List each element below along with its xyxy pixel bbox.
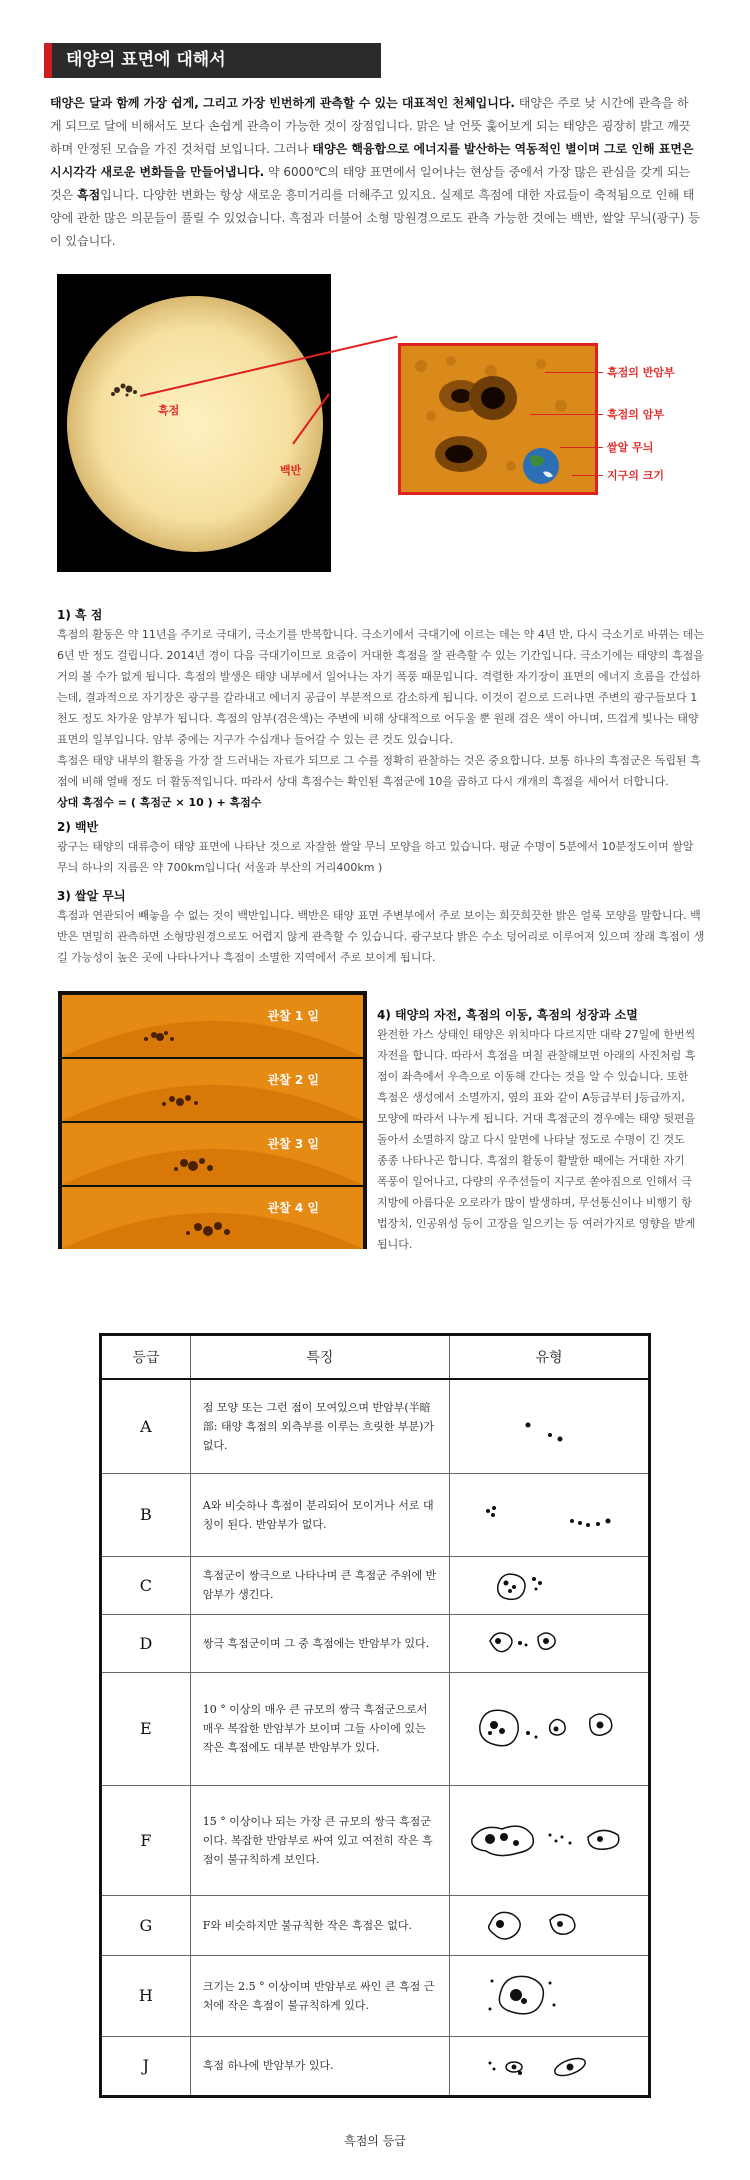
callout-earth-size: 지구의 크기	[607, 469, 664, 482]
intro-text-2: 약 6000℃의 태양 표면에서 일어나는 현상들 중에서 가장 많은 관심을 갖게 되는 것은	[50, 165, 691, 202]
grade-cell: G	[101, 1895, 191, 1955]
grade-cell: A	[101, 1379, 191, 1473]
observation-day-2	[62, 1059, 363, 1121]
type-diagram-e	[449, 1672, 649, 1785]
observation-label-4: 관찰 4 일	[267, 1201, 319, 1215]
callout-line-1	[545, 372, 603, 373]
section1-para-1: 흑점의 활동은 약 11년을 주기로 극대기, 극소기를 반복합니다. 극소기에서 극대기에 이르는 데는 약 4년 반, 다시 극소기로 바뀌는 데는 6년 반 정도 걸립니다. 2014년 경이 다음 극대기이므로 요즘이 거대한 흑점을 잘 관측할 수 있는 기간입니다. 극소기에는 태양의 흑점을 거의 볼 수가 없게 됩니다. 흑점의 발생은 태양 내부에서 일어나는 자기 폭풍 때문입니다. 격렬한 자기장이 표면의 에너지 흐름을 간섭하는데, 결과적으로 자기장은 광구를 갈라내고 에너지 공급이 부분적으로 감소하게 됩니다. 이것이 겉으로 드러나면 주변의 광구들보다 1천도 정도 차가운 암부가 됩니다. 흑점의 암부(검은색)는 주변에 비해 상대적으로 어두울 뿐 원래 검은 색이 아니며, 뜨겁게 빛나는 태양 표면의 일부입니다. 암부 중에는 지구가 수십개나 들어갈 수 있는 큰 것도 있습니다.	[57, 628, 704, 746]
section-title-bar	[44, 43, 381, 78]
feature-cell: 크기는 2.5 ° 이상이며 반암부로 싸인 큰 흑점 근처에 작은 흑점이 불규칙하게 있다.	[190, 1955, 449, 2036]
col-header-grade: 등급	[101, 1335, 191, 1380]
intro-text-1: 태양은 주로 낮 시간에 관측을 하게 되므로 달에 비해서도 보다 손쉽게 관측이 가능한 것이 장점입니다. 맑은 날 언뜻 훑어보게 되는 태양은 굉장히 밝고 깨끗하며 안정된 모습을 가진 것처럼 보입니다. 그러나	[50, 96, 691, 156]
intro-text-3: 입니다. 다양한 변화는 항상 새로운 흥미거리를 더해주고 있지요. 실제로 흑점에 대한 자료들이 축적됨으로 인해 태양에 관한 많은 의문들이 풀릴 수 있었습니다. 흑점과 더불어 소형 망원경으로도 관측 가능한 것에는 백반, 쌀알 무늬(광구) 등이 있습니다.	[50, 188, 700, 248]
feature-cell: 점 모양 또는 그런 점이 모여있으며 반암부(半暗部: 태양 흑점의 외측부를 이루는 흐릿한 부분)가 없다.	[190, 1379, 449, 1473]
section4-heading: 4) 태양의 자전, 흑점의 이동, 흑점의 성장과 소멸	[377, 1008, 638, 1022]
table-header-row	[101, 1335, 650, 1380]
section4-para: 완전한 가스 상태인 태양은 위치마다 다르지만 대략 27일에 한번씩 자전을 합니다. 따라서 흑점을 며칠 관찰해보면 아래의 사진처럼 흑점이 좌측에서 우측으로 이동해 간다는 것을 알 수 있습니다. 또한 흑점은 생성에서 소멸까지, 옆의 표와 같이 A등급부터 J등급까지, 모양에 따라서 나누게 됩니다. 거대 흑점군의 경우에는 태양 뒷편을 돌아서 소멸하지 않고 다시 앞면에 나타날 정도로 수명이 긴 것도 종종 나타나곤 합니다. 흑점의 활동이 활발한 때에는 거대한 자기 폭풍이 일어나고, 다량의 우주선들이 지구로 쏟아짐으로 인해서 극지방에 아름다운 오로라가 많이 발생하며, 무선통신이나 비행기 항법장치, 인공위성 등이 고장을 일으키는 등 여러가지로 영향을 받게 됩니다.	[377, 1028, 696, 1251]
section1-body	[57, 624, 707, 813]
type-diagram-f	[449, 1785, 649, 1895]
intro-bold-1: 태양은 달과 함께 가장 쉽게, 그리고 가장 빈번하게 관측할 수 있는 대표적인 천체입니다.	[50, 96, 515, 110]
table-row	[101, 1556, 650, 1614]
intro-bold-3: 흑점	[77, 188, 101, 202]
observation-label-3: 관찰 3 일	[267, 1137, 319, 1151]
feature-cell: 15 ° 이상이나 되는 가장 큰 규모의 쌍극 흑점군이다. 복잡한 반암부로 싸여 있고 여전히 작은 흑점이 불규칙하게 보인다.	[190, 1785, 449, 1895]
feature-cell: A와 비슷하나 흑점이 분리되어 모이거나 서로 대칭이 된다. 반암부가 없다.	[190, 1473, 449, 1556]
page-title: 태양의 표면에 대해서	[66, 50, 226, 70]
grade-cell: B	[101, 1473, 191, 1556]
callout-penumbra: 흑점의 반암부	[607, 366, 675, 379]
relative-sunspot-formula: 상대 흑점수 = ( 흑점군 × 10 ) + 흑점수	[57, 796, 262, 809]
grade-cell: D	[101, 1614, 191, 1672]
section1-para-2: 흑점은 태양 내부의 활동을 가장 잘 드러내는 자료가 되므로 그 수를 정확히 관찰하는 것은 중요합니다. 보통 하나의 흑점군은 독립된 흑점에 비해 열배 정도 더 활동적입니다. 따라서 상대 흑점수는 확인된 흑점군에 10을 곱하고 다시 개개의 흑점을 세어서 더합니다.	[57, 754, 701, 788]
table-row	[101, 1785, 650, 1895]
facula-label: 백반	[280, 464, 302, 477]
table-row	[101, 1955, 650, 2036]
observation-label-2: 관찰 2 일	[267, 1073, 319, 1087]
type-diagram-j	[449, 2036, 649, 2096]
intro-bold-2: 태양은 핵융합으로 에너지를 발산하는 역동적인 별이며 그로 인해 표면은 시시각각 새로운 변화들을 만들어냅니다.	[50, 142, 694, 179]
observation-day-3	[62, 1123, 363, 1185]
col-header-feature: 특징	[190, 1335, 449, 1380]
feature-cell: 흑점군이 쌍극으로 나타나며 큰 흑점군 주위에 반암부가 생긴다.	[190, 1556, 449, 1614]
callout-line-2	[530, 414, 603, 415]
observation-day-4	[62, 1187, 363, 1249]
table-row	[101, 1614, 650, 1672]
feature-cell: F와 비슷하지만 불규칙한 작은 흑점은 없다.	[190, 1895, 449, 1955]
sunspot-zoom-photo	[398, 343, 598, 495]
table-row	[101, 1895, 650, 1955]
table-row	[101, 2036, 650, 2096]
section1-heading: 1) 흑 점	[57, 608, 103, 622]
type-diagram-b	[449, 1473, 649, 1556]
grade-cell: C	[101, 1556, 191, 1614]
section3-para: 흑점과 연관되어 빼놓을 수 없는 것이 백반입니다. 백반은 태양 표면 주변부에서 주로 보이는 희끗희끗한 밝은 얼룩 모양을 말합니다. 백반은 면밀히 관측하면 소형망원경으로도 어렵지 않게 관측할 수 있습니다. 광구보다 밝은 수소 덩어리로 이루어져 있으며 장래 흑점이 생길 가능성이 높은 곳에 나타나거나 흑점이 소멸한 지역에서 주로 보이게 됩니다.	[57, 909, 705, 964]
callout-umbra: 흑점의 암부	[607, 408, 664, 421]
observation-label-1: 관찰 1 일	[267, 1009, 319, 1023]
type-diagram-d	[449, 1614, 649, 1672]
observation-day-1	[62, 995, 363, 1057]
callout-line-4	[572, 475, 603, 476]
col-header-type: 유형	[449, 1335, 649, 1380]
section2-para: 광구는 태양의 대류층이 태양 표면에 나타난 것으로 자잘한 쌀알 무늬 모양을 하고 있습니다. 평균 수명이 5분에서 10분정도이며 쌀알 무늬 하나의 지름은 약 700km입니다( 서울과 부산의 거리400km )	[57, 840, 694, 874]
table-caption: 흑점의 등급	[344, 2134, 406, 2148]
table-row	[101, 1379, 650, 1473]
type-diagram-g	[449, 1895, 649, 1955]
callout-line-3	[560, 447, 603, 448]
type-diagram-c	[449, 1556, 649, 1614]
feature-cell: 흑점 하나에 반암부가 있다.	[190, 2036, 449, 2096]
title-accent-bar	[44, 43, 52, 78]
grade-cell: E	[101, 1672, 191, 1785]
table-row	[101, 1672, 650, 1785]
intro-paragraph	[50, 92, 700, 253]
feature-cell: 10 ° 이상의 매우 큰 규모의 쌍극 흑점군으로서 매우 복잡한 반암부가 보이며 그들 사이에 있는 작은 흑점에도 대부분 반암부가 있다.	[190, 1672, 449, 1785]
feature-cell: 쌍극 흑점군이며 그 중 흑점에는 반암부가 있다.	[190, 1614, 449, 1672]
callout-granulation: 쌀알 무늬	[607, 441, 654, 454]
type-diagram-h	[449, 1955, 649, 2036]
grade-cell: J	[101, 2036, 191, 2096]
grade-cell: H	[101, 1955, 191, 2036]
section3-heading: 3) 쌀알 무늬	[57, 889, 126, 903]
sunspot-label: 흑점	[158, 404, 180, 417]
sunspot-class-table	[99, 1333, 651, 2098]
sun-disk-photo	[57, 274, 331, 572]
section2-heading: 2) 백반	[57, 820, 99, 834]
type-diagram-a	[449, 1379, 649, 1473]
table-row	[101, 1473, 650, 1556]
grade-cell: F	[101, 1785, 191, 1895]
